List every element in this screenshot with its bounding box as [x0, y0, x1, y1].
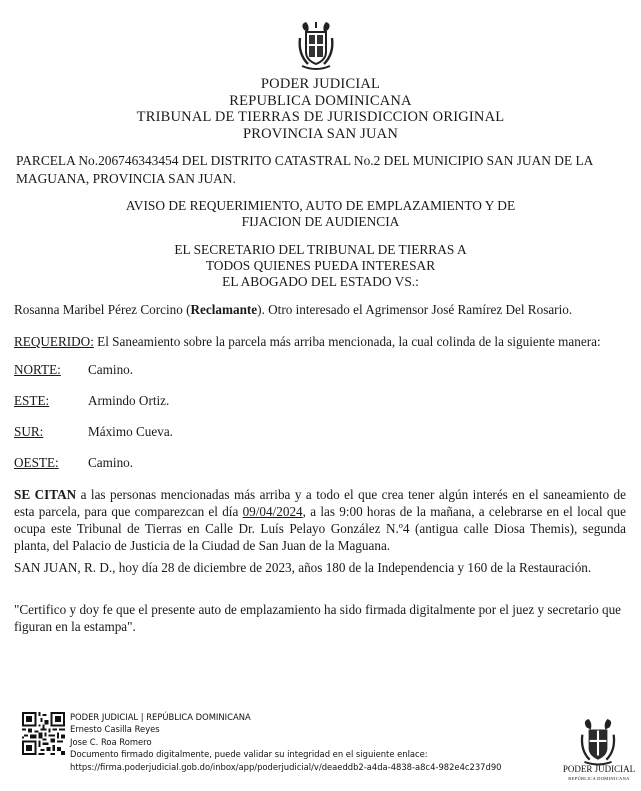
citan-text-2: , a las 9:00 horas de la mañana, a celebrarse en el local que ocupa este Tribunal de Tierras en Calle Dr. Luís Pelayo González N.º4 (antigua calle Diosa Themis), segunda planta, del Palacio de Justicia de la Ciudad de San Juan de la Maguana. [14, 504, 626, 553]
signer-name: Ernesto Casilla Reyes [70, 724, 160, 735]
certification-paragraph [14, 601, 632, 635]
colindancia-label: SUR: [14, 424, 44, 439]
hearing-date: 09/04/2024 [242, 504, 303, 519]
certification-line-1: "Certifico y doy fe que el presente auto de emplazamiento ha sido firmada digitalmente por el juez y secretario que [14, 602, 622, 617]
document-header [0, 76, 641, 142]
header-line-republica: REPUBLICA DOMINICANA [229, 92, 412, 109]
colindancia-value: Máximo Cueva. [88, 424, 173, 439]
citan-text-1: a las personas mencionadas más arriba y a todo el que crea tener algún interés en el saneamiento de esta parcela, para que comparezcan el día [14, 487, 626, 519]
seal-caption-subtitle: REPÚBLICA DOMINICANA [568, 776, 630, 781]
date-line: SAN JUAN, R. D., hoy día 28 de diciembre de 2023, años 180 de la Independencia y 160 de la Restauración. [14, 560, 592, 575]
party-role: Reclamante [190, 302, 258, 317]
requerido-line [14, 334, 601, 350]
colindancia-label: OESTE: [14, 455, 59, 470]
colindancia-label: NORTE: [14, 362, 61, 377]
validation-note: Documento firmado digitalmente, puede validar su integridad en el siguiente enlace: [70, 749, 428, 760]
signer-name: Jose C. Roa Romero [70, 736, 152, 747]
parcela-line-1: PARCELA No.206746343454 DEL DISTRITO CATASTRAL No.2 DEL MUNICIPIO SAN JUAN DE LA [16, 153, 594, 168]
secretario-block [0, 242, 641, 290]
aviso-line-2: FIJACION DE AUDIENCIA [241, 214, 400, 229]
citacion-paragraph [14, 486, 626, 554]
header-line-provincia: PROVINCIA SAN JUAN [242, 125, 399, 142]
aviso-title [0, 198, 641, 230]
colindancia-value: Armindo Ortiz. [88, 393, 170, 408]
citan-lead: SE CITAN [14, 487, 77, 502]
coat-of-arms-icon [296, 20, 336, 72]
header-line-tribunal: TRIBUNAL DE TIERRAS DE JURISDICCION ORIGINAL [136, 109, 505, 125]
colindancia-label: ESTE: [14, 393, 50, 408]
requerido-label: REQUERIDO: [14, 334, 94, 349]
requerido-text: El Saneamiento sobre la parcela más arriba mencionada, la cual colinda de la siguiente manera: [93, 334, 601, 349]
secretario-line-1: EL SECRETARIO DEL TRIBUNAL DE TIERRAS A [174, 242, 467, 257]
validation-link[interactable]: https://firma.poderjudicial.gob.do/inbox/app/poderjudicial/v/deaeddb2-a4da-4838-a8c4-982e4c237d90 [70, 761, 502, 772]
party-name: Rosanna Maribel Pérez Corcino ( [14, 302, 191, 317]
aviso-line-1: AVISO DE REQUERIMIENTO, AUTO DE EMPLAZAMIENTO Y DE [125, 198, 516, 213]
parcela-line-2: MAGUANA, PROVINCIA SAN JUAN. [16, 171, 236, 186]
party-line [14, 302, 572, 318]
colindancia-value: Camino. [88, 455, 134, 470]
secretario-line-2: TODOS QUIENES PUEDA INTERESAR [205, 258, 436, 273]
party-rest: ). Otro interesado el Agrimensor José Ramírez Del Rosario. [257, 302, 573, 317]
digital-signature-block [70, 711, 501, 773]
seal-caption-title: PODER JUDICIAL [562, 764, 636, 774]
parcela-paragraph [16, 152, 628, 188]
certification-line-2: figuran en la estampa". [14, 619, 136, 634]
header-line-poder-judicial: PODER JUDICIAL [260, 76, 381, 92]
coat-of-arms-icon [575, 718, 621, 766]
colindancia-value: Camino. [88, 362, 134, 377]
footer-org: PODER JUDICIAL | REPÚBLICA DOMINICANA [70, 712, 251, 722]
seal-caption [557, 765, 641, 783]
secretario-line-3: EL ABOGADO DEL ESTADO VS.: [222, 274, 419, 289]
qr-code-icon[interactable] [22, 712, 65, 755]
